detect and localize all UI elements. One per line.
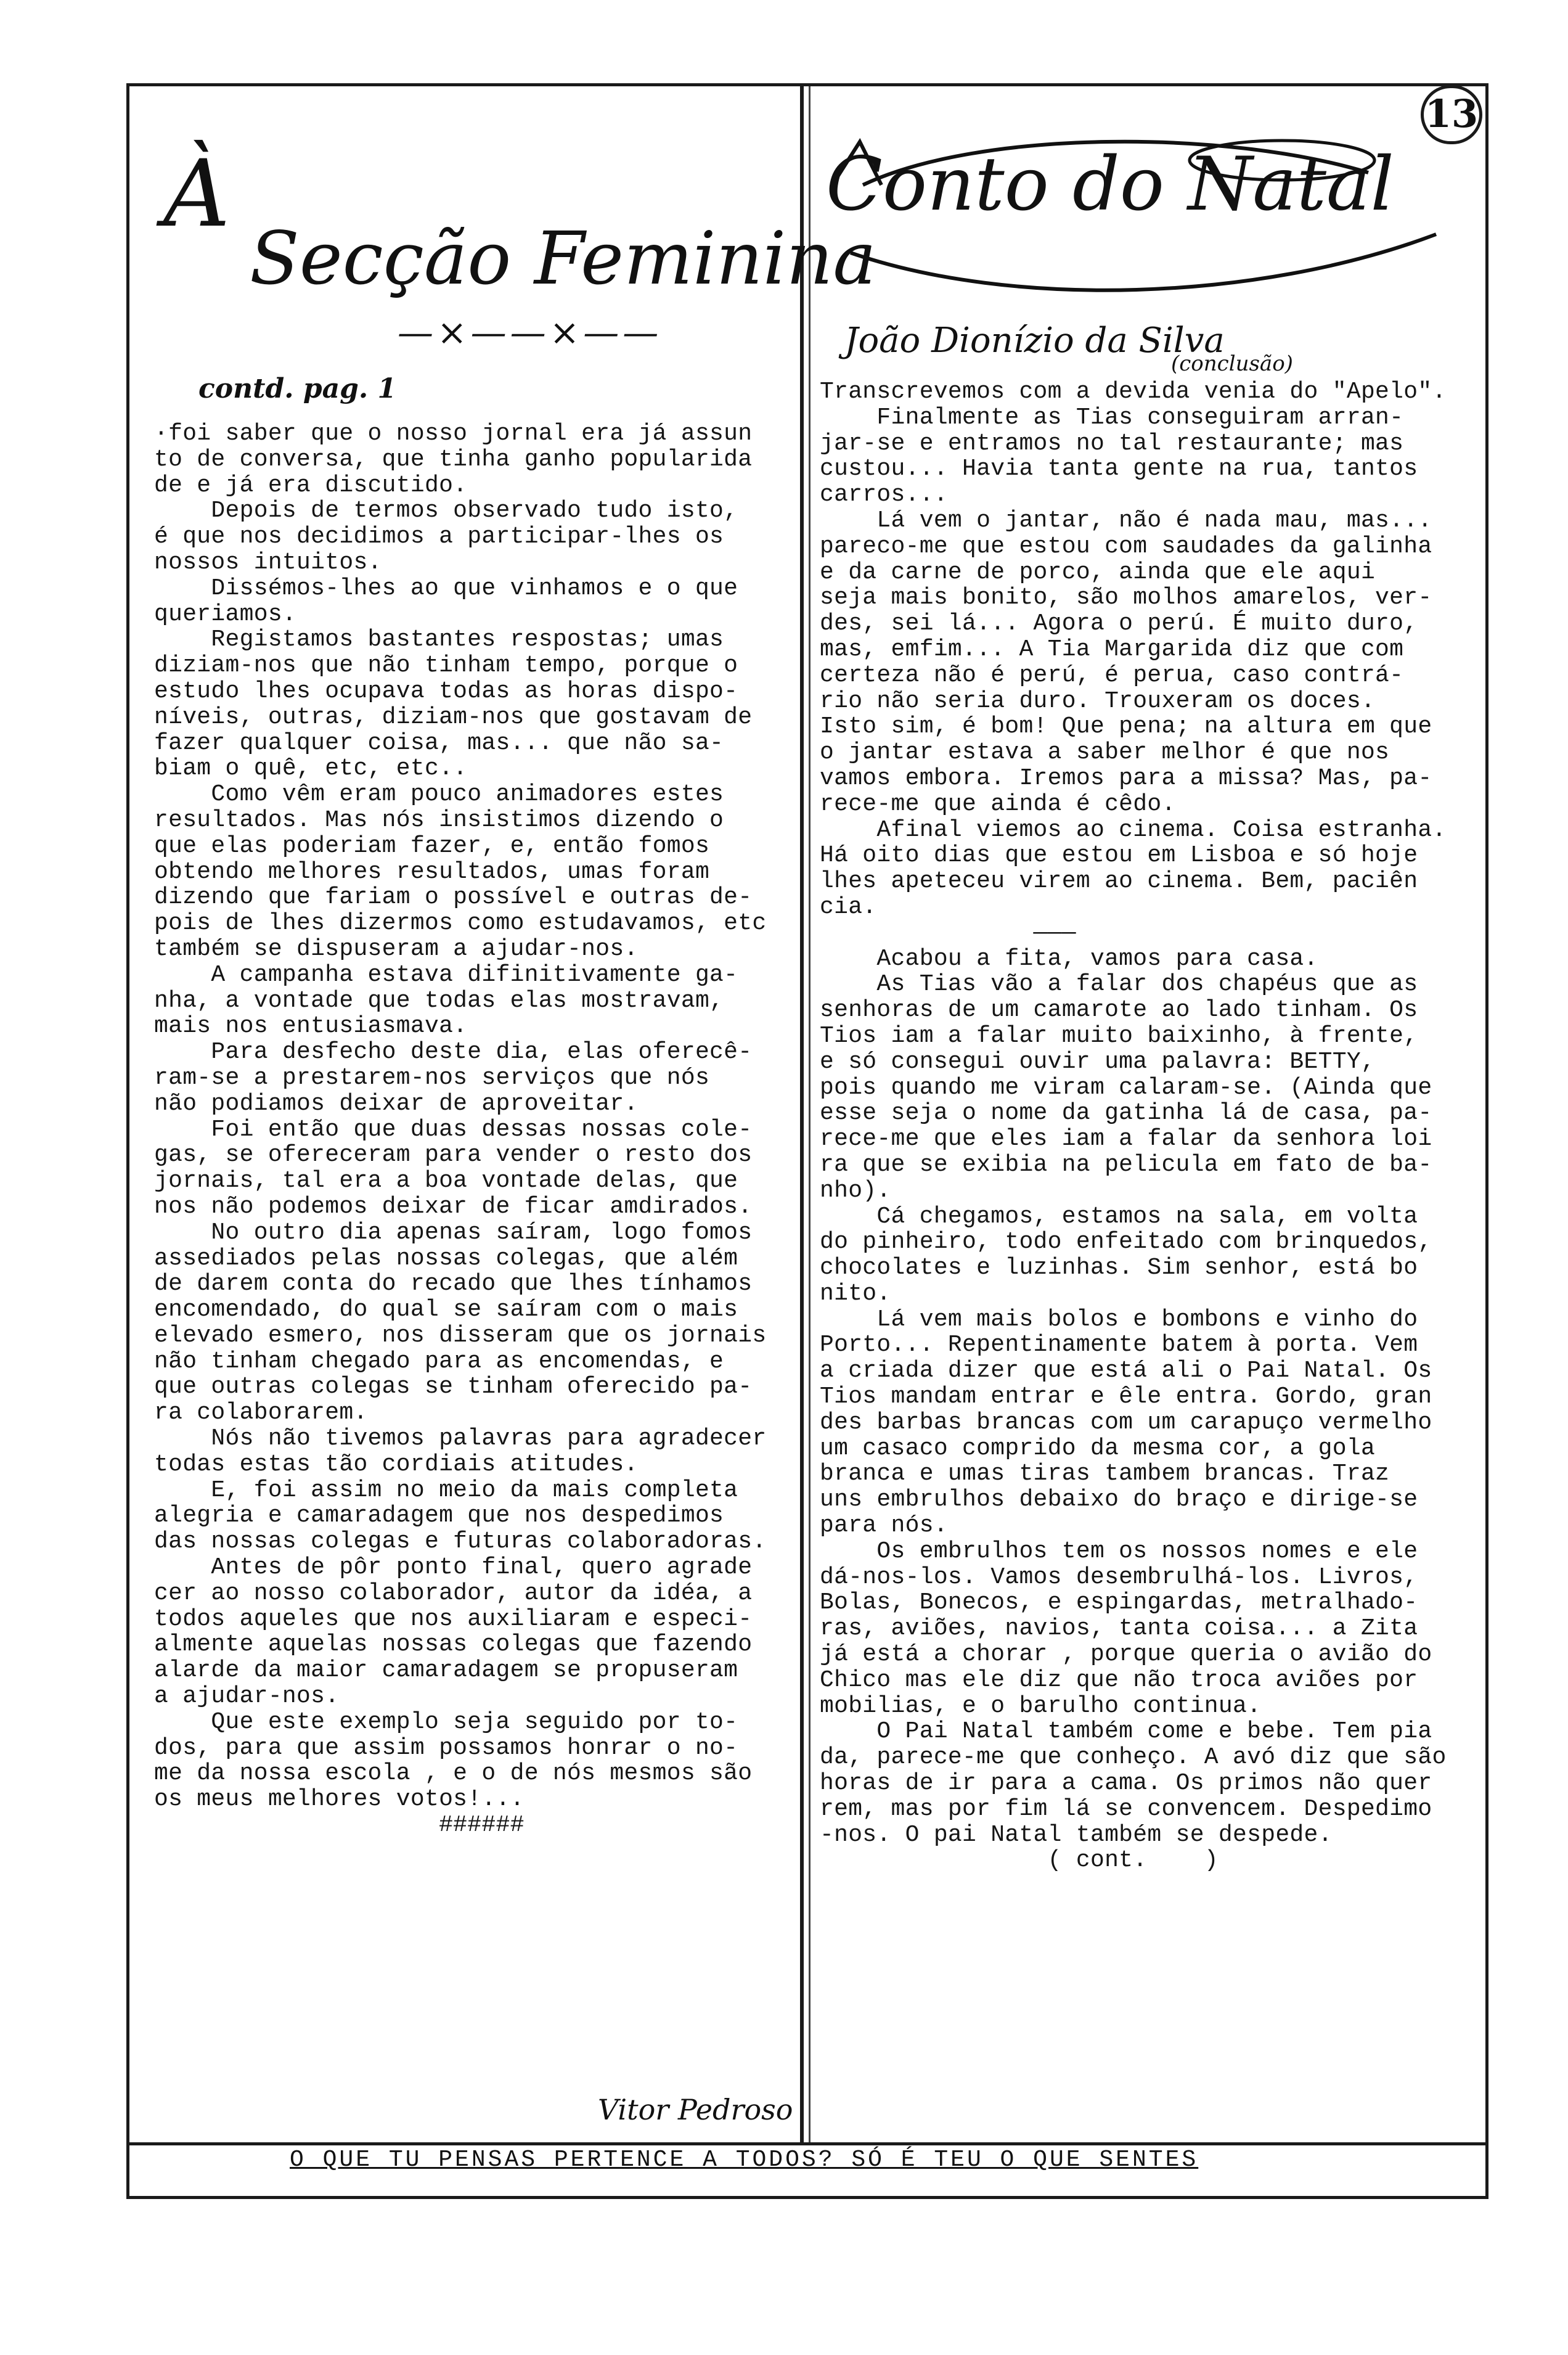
text-line: jar-se e entramos no tal restaurante; mas	[820, 430, 1404, 457]
text-line: Depois de termos observado tudo isto,	[154, 498, 738, 525]
text-line: estudo lhes ocupava todas as horas dispo-	[154, 678, 738, 705]
text-line: vamos embora. Iremos para a missa? Mas, pa-	[820, 764, 1432, 792]
text-line: nito.	[820, 1280, 891, 1307]
text-line: e da carne de porco, ainda que ele aqui	[820, 559, 1376, 586]
text-line: a criada dizer que está ali o Pai Natal. Os	[820, 1358, 1432, 1385]
text-line: ra colaborarem.	[154, 1399, 368, 1427]
text-line: pareco-me que estou com saudades da galinha	[820, 533, 1432, 560]
text-line: rem, mas por fim lá se convencem. Despedimo	[820, 1795, 1432, 1822]
text-line: Finalmente as Tias conseguiram arran-	[820, 404, 1404, 431]
text-line: to de conversa, que tinha ganho popularida	[154, 446, 753, 473]
text-line: é que nos decidimos a participar-lhes os	[154, 523, 724, 551]
text-line: rio não seria duro. Trouxeram os doces.	[820, 687, 1376, 715]
text-line: Como vêm eram pouco animadores estes	[154, 781, 724, 808]
text-line: resultados. Mas nós insistimos dizendo o	[154, 806, 724, 833]
text-line: E, foi assim no meio da mais completa	[154, 1476, 738, 1504]
text-line: Afinal viemos ao cinema. Coisa estranha.	[820, 816, 1447, 843]
text-line: Tios mandam entrar e êle entra. Gordo, gran	[820, 1383, 1432, 1411]
text-line: des, sei lá... Agora o perú. É muito duro,	[820, 610, 1418, 637]
text-line: ———	[820, 919, 1076, 946]
text-line: carros...	[820, 481, 948, 509]
text-line: que elas poderiam fazer, e, então fomos	[154, 832, 710, 859]
text-line: Cá chegamos, estamos na sala, em volta	[820, 1203, 1418, 1230]
text-line: já está a chorar , porque queria o avião do	[820, 1641, 1432, 1668]
text-line: -nos. O pai Natal também se despede.	[820, 1821, 1333, 1848]
text-line: mais nos entusiasmava.	[154, 1013, 468, 1040]
footer-rule	[129, 2142, 1485, 2145]
text-line: de darem conta do recado que lhes tínhamos	[154, 1271, 753, 1298]
text-line: Os embrulhos tem os nossos nomes e ele	[820, 1538, 1418, 1565]
text-line: ras, aviões, navios, tanta coisa... a Zita	[820, 1615, 1418, 1642]
text-line: e só consegui ouvir uma palavra: BETTY,	[820, 1048, 1376, 1075]
text-line: des barbas brancas com um carapuço vermelho	[820, 1409, 1432, 1436]
text-line: Lá vem o jantar, não é nada mau, mas...	[820, 507, 1432, 534]
text-line: dizendo que fariam o possível e outras de-	[154, 884, 753, 911]
text-line: cer ao nosso colaborador, autor da idéa, a	[154, 1579, 753, 1607]
text-line: todas estas tão cordiais atitudes.	[154, 1451, 639, 1478]
text-line: das nossas colegas e futuras colaboradoras.	[154, 1528, 767, 1555]
text-line: rece-me que ainda é cêdo.	[820, 790, 1176, 817]
text-line: A campanha estava difinitivamente ga-	[154, 961, 738, 988]
text-line: uns embrulhos debaixo do braço e dirige-se	[820, 1486, 1418, 1513]
text-line: elevado esmero, nos disseram que os jornais	[154, 1322, 767, 1349]
text-line: ######	[154, 1812, 525, 1839]
text-line: níveis, outras, diziam-nos que gostavam de	[154, 703, 753, 731]
text-line: certeza não é perú, é perua, caso contrá-	[820, 661, 1404, 689]
text-line: cia.	[820, 893, 877, 920]
left-column-text	[154, 421, 795, 1838]
text-line: Que este exemplo seja seguido por to-	[154, 1708, 738, 1735]
text-line: seja mais bonito, são molhos amarelos, ver-	[820, 584, 1432, 612]
text-line: biam o quê, etc, etc..	[154, 755, 468, 782]
text-line: queriamos.	[154, 600, 297, 628]
text-line: jornais, tal era a boa vontade delas, que	[154, 1168, 738, 1195]
text-line: diziam-nos que não tinham tempo, porque o	[154, 652, 738, 679]
text-line: senhoras de um camarote ao lado tinham. Os	[820, 997, 1418, 1024]
text-line: nos não podemos deixar de ficar amdirados.	[154, 1193, 753, 1220]
text-line: não tinham chegado para as encomendas, e	[154, 1348, 724, 1375]
text-line: Chico mas ele diz que não troca aviões por	[820, 1666, 1418, 1694]
page-number: 13	[1421, 85, 1482, 144]
text-line: nha, a vontade que todas elas mostravam,	[154, 987, 724, 1014]
text-line: rece-me que eles iam a falar da senhora loi	[820, 1126, 1432, 1153]
column-divider	[800, 86, 804, 2142]
text-line: mobilias, e o barulho continua.	[820, 1692, 1262, 1719]
text-line: Nós não tivemos palavras para agradecer	[154, 1425, 767, 1452]
text-line: Há oito dias que estou em Lisboa e só hoje	[820, 842, 1418, 869]
text-line: da, parece-me que conheço. A avó diz que são	[820, 1744, 1447, 1771]
text-line: ra que se exibia na pelicula em fato de ba-	[820, 1151, 1432, 1178]
text-line: do pinheiro, todo enfeitado com brinquedos,	[820, 1229, 1432, 1256]
text-line: nossos intuitos.	[154, 549, 382, 576]
text-line: almente aquelas nossas colegas que fazendo	[154, 1631, 753, 1658]
text-line: o jantar estava a saber melhor é que nos	[820, 739, 1390, 766]
text-line: Para desfecho deste dia, elas oferecê-	[154, 1039, 753, 1066]
text-line: ram-se a prestarem-nos serviços que nós	[154, 1064, 710, 1091]
text-line: pois de lhes dizermos como estudavamos, etc	[154, 910, 767, 937]
text-line: mas, emfim... A Tia Margarida diz que com	[820, 636, 1404, 663]
text-line: também se dispuseram a ajudar-nos.	[154, 935, 639, 962]
text-line: assediados pelas nossas colegas, que além	[154, 1245, 738, 1272]
text-line: que outras colegas se tinham oferecido pa-	[154, 1374, 753, 1401]
text-line: a ajudar-nos.	[154, 1683, 340, 1710]
story-author: João Dionízio da Silva	[844, 321, 1225, 361]
text-line: Registamos bastantes respostas; umas	[154, 626, 724, 653]
text-line: branca e umas tiras tambem brancas. Traz	[820, 1460, 1390, 1488]
right-column-text	[820, 379, 1470, 1874]
text-line: dá-nos-los. Vamos desembrulhá-los. Livros,	[820, 1563, 1418, 1591]
text-line: pois quando me viram calaram-se. (Ainda que	[820, 1074, 1432, 1101]
text-line: ·foi saber que o nosso jornal era já assun	[154, 420, 753, 447]
text-line: fazer qualquer coisa, mas... que não sa-	[154, 729, 724, 756]
left-heading	[151, 141, 876, 353]
text-line: Transcrevemos com a devida venia do "Apelo".	[820, 379, 1447, 405]
text-line: me da nossa escola , e o de nós mesmos são	[154, 1760, 753, 1787]
text-line: Lá vem mais bolos e bombons e vinho do	[820, 1306, 1418, 1333]
left-heading-line2: Secção Feminina	[250, 216, 876, 301]
conclusion-note: (conclusão)	[1171, 351, 1293, 376]
text-line: esse seja o nome da gatinha lá de casa, pa-	[820, 1100, 1432, 1127]
heading-ornament: —×——×——	[398, 311, 663, 353]
text-line: para nós.	[820, 1512, 948, 1539]
text-line: No outro dia apenas saíram, logo fomos	[154, 1219, 753, 1246]
text-line: ( cont. )	[820, 1847, 1219, 1874]
text-line: alarde da maior camaradagem se propuseram	[154, 1657, 738, 1684]
text-line: Dissémos-lhes ao que vinhamos e o que	[154, 575, 738, 602]
text-line: dos, para que assim possamos honrar o no-	[154, 1734, 738, 1761]
signature: Vitor Pedroso	[598, 2093, 793, 2126]
footer-motto: O QUE TU PENSAS PERTENCE A TODOS? SÓ É TEU O QUE SENTES	[290, 2147, 1199, 2173]
column-divider-inner	[809, 86, 811, 2142]
text-line: Acabou a fita, vamos para casa.	[820, 945, 1318, 972]
text-line: Foi então que duas dessas nossas cole-	[154, 1116, 753, 1143]
text-line: horas de ir para a cama. Os primos não quer	[820, 1770, 1432, 1797]
text-line: O Pai Natal também come e bebe. Tem pia	[820, 1718, 1432, 1745]
text-line: de e já era discutido.	[154, 472, 468, 499]
text-line: Tios iam a falar muito baixinho, à frente,	[820, 1022, 1418, 1049]
text-line: Antes de pôr ponto final, quero agrade	[154, 1554, 753, 1581]
left-heading-line1: À	[163, 141, 231, 248]
right-heading-title: Conto do Natal	[826, 142, 1394, 227]
text-line: encomendado, do qual se saíram com o mais	[154, 1296, 738, 1324]
text-line: chocolates e luzinhas. Sim senhor, está bo	[820, 1255, 1418, 1282]
text-line: obtendo melhores resultados, umas foram	[154, 858, 710, 885]
text-line: As Tias vão a falar dos chapéus que as	[820, 971, 1418, 998]
text-line: Porto... Repentinamente batem à porta. Vem	[820, 1332, 1418, 1359]
text-line: lhes apeteceu virem ao cinema. Bem, paciên	[820, 868, 1418, 895]
text-line: nho).	[820, 1177, 891, 1204]
text-line: gas, se ofereceram para vender o resto dos	[154, 1142, 753, 1169]
right-heading	[826, 117, 1455, 321]
text-line: Isto sim, é bom! Que pena; na altura em que	[820, 713, 1432, 740]
text-line: não podiamos deixar de aproveitar.	[154, 1090, 639, 1117]
continuation-note: contd. pag. 1	[198, 373, 397, 404]
text-line: custou... Havia tanta gente na rua, tantos	[820, 456, 1418, 483]
text-line: os meus melhores votos!...	[154, 1786, 525, 1813]
text-line: um casaco comprido da mesma cor, a gola	[820, 1435, 1376, 1462]
text-line: todos aqueles que nos auxiliaram e especi-	[154, 1605, 753, 1632]
text-line: Bolas, Bonecos, e espingardas, metralhado-	[820, 1589, 1418, 1616]
text-line: alegria e camaradagem que nos despedimos	[154, 1502, 724, 1530]
